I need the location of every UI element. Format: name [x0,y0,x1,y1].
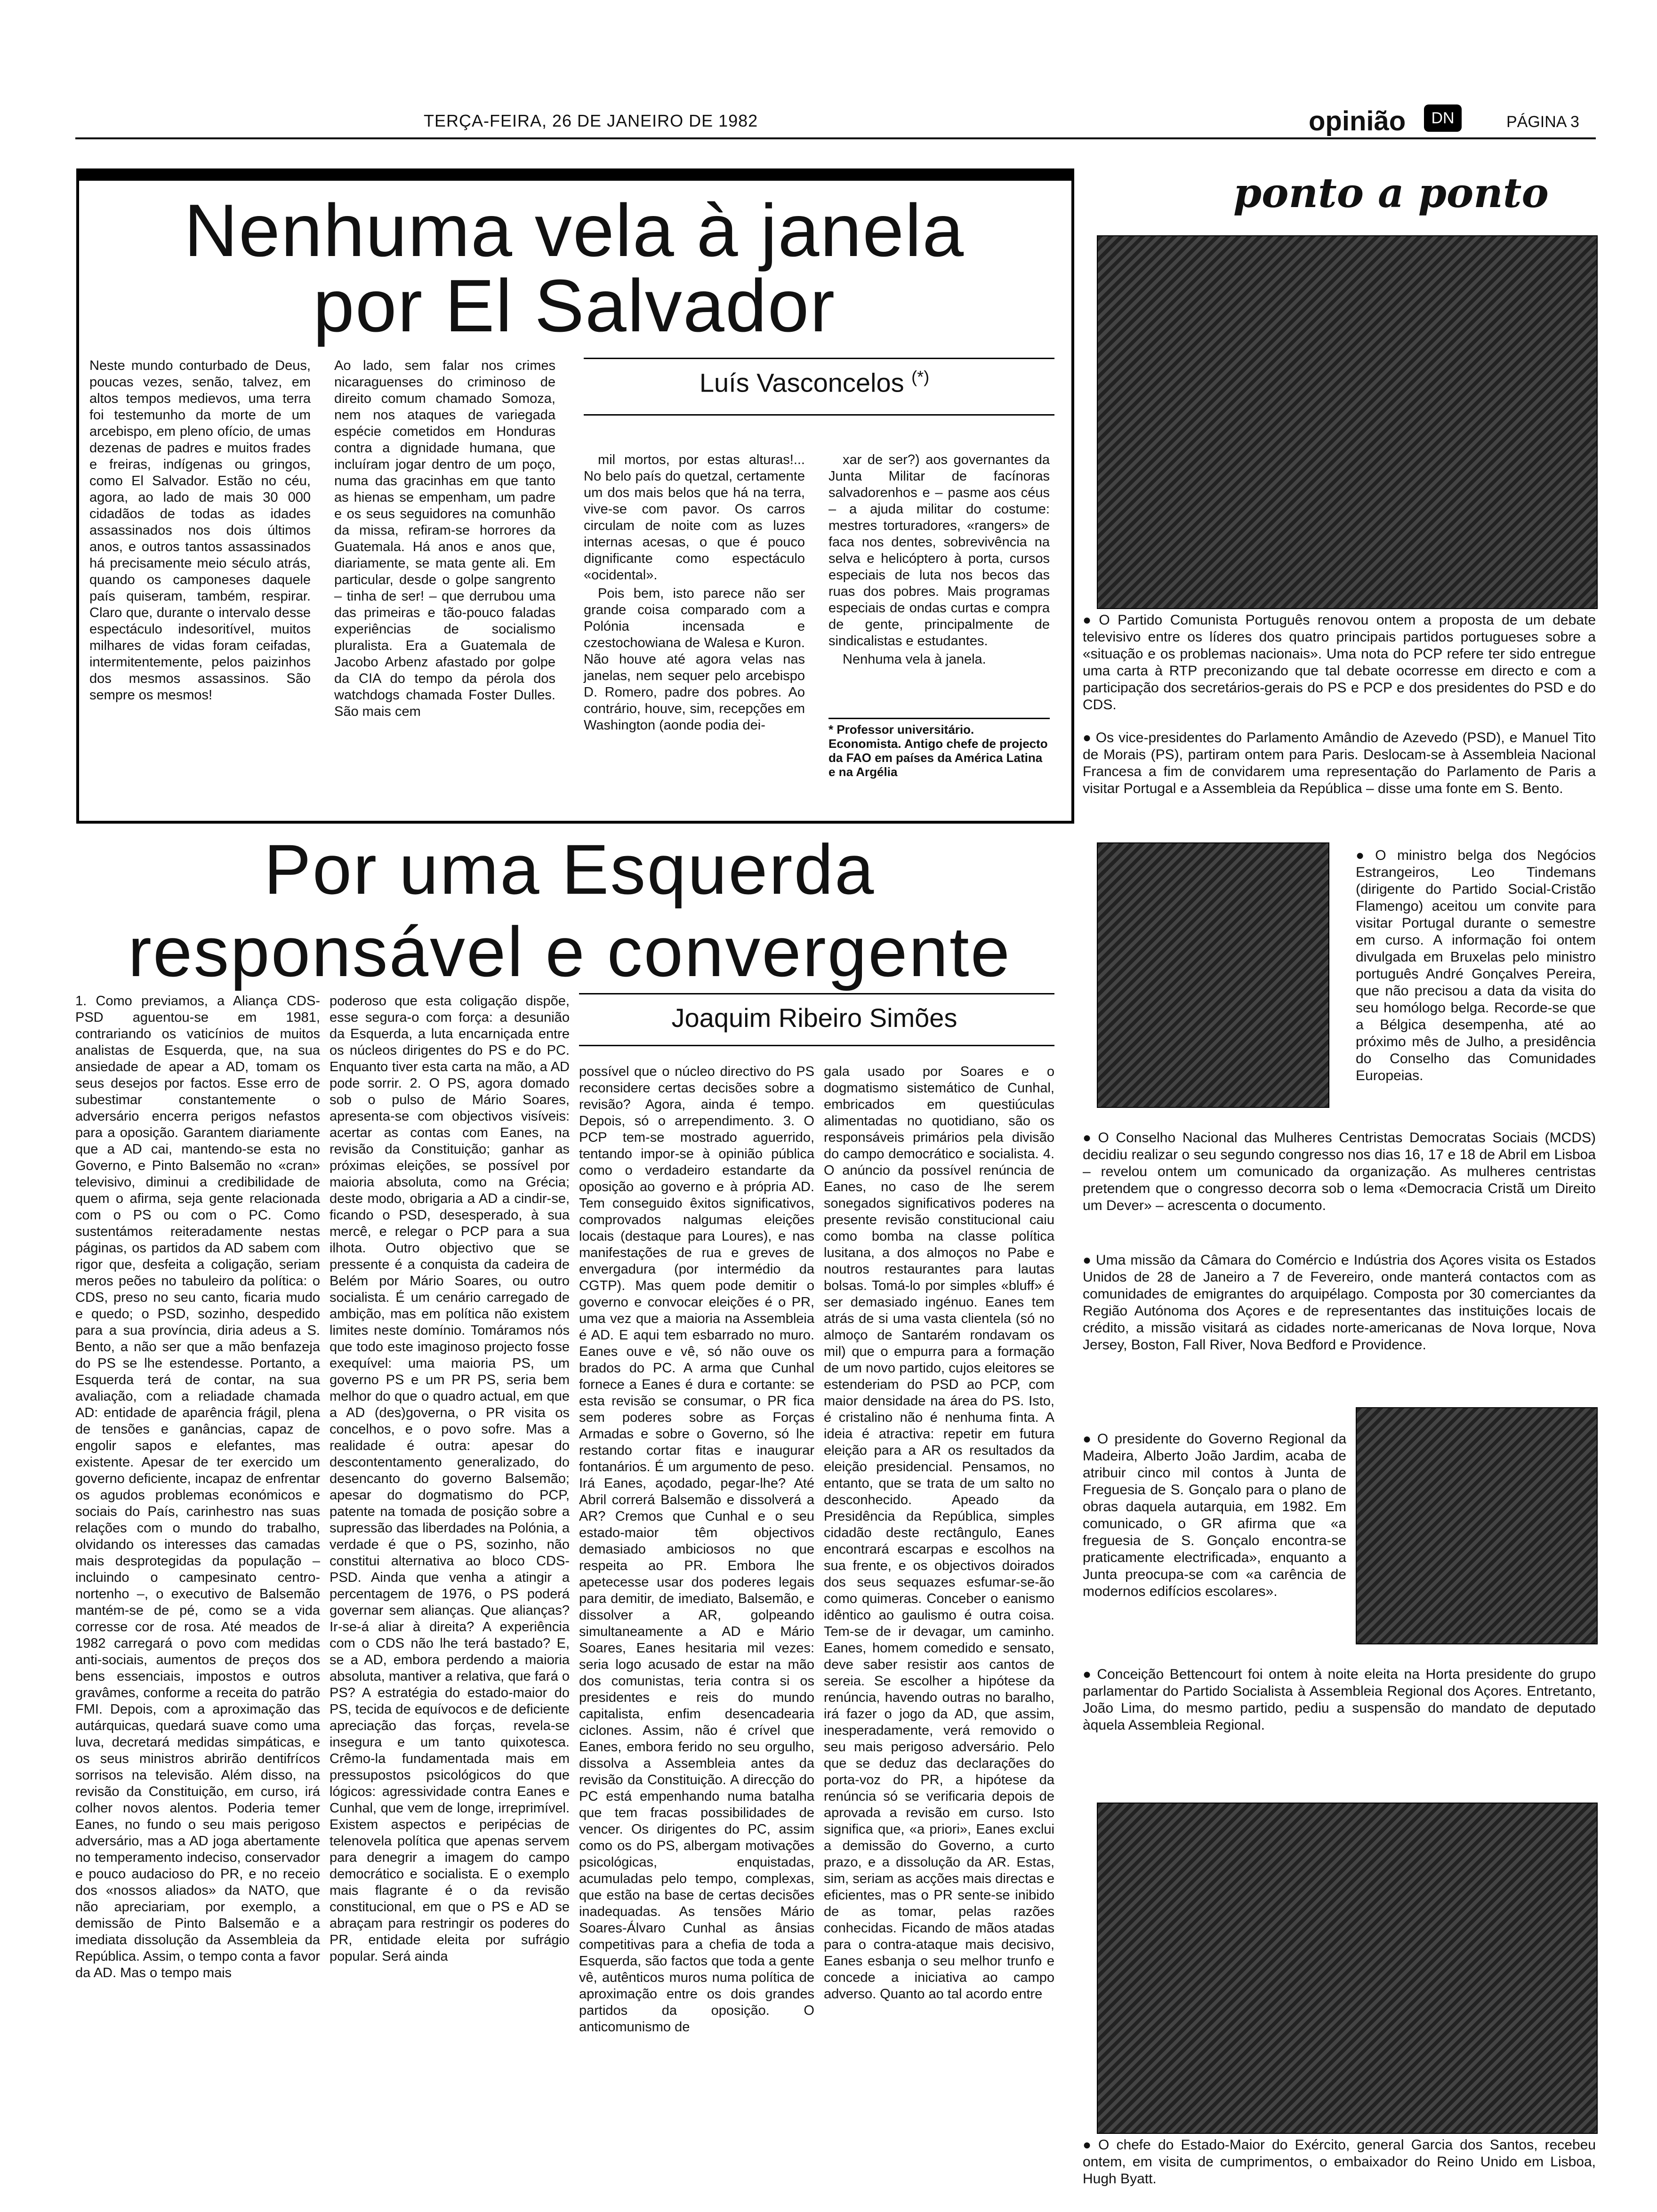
header-divider [75,137,1596,139]
sidebar-item-azores-mission: ● Uma missão da Câmara do Comércio e Indústria dos Açores visita os Estados Unidos de 28 de Janeiro a 7 de Fevereiro, onde manterá contactos com as comunidades de emigrantes do arquipélago. Composta por 30 comerciantes da Região Autónoma dos Açores e de representantes das instituições locais de crédito, a missão visitará as cidades norte-americanas de Nova Iorque, Nova Jersey, Boston, Fall River, Nova Bedford e Providence. [1083,1252,1596,1354]
article1-col3 [584,452,805,736]
sidebar-photo-leaders [1097,235,1598,609]
sidebar-item-jardim: ● O presidente do Governo Regional da Madeira, Alberto João Jardim, acaba de atribuir cinco mil contos à Junta de Freguesia de S. Gonçalo para o plano de obras daquela autarquia, em 1982. Em comunicado, o GR afirma que «a freguesia de S. Gonçalo encontra-se praticamente electrificada», enquanto a Junta preocupa-se com «a carência de modernos edifícios escolares». [1083,1431,1346,1600]
page-number: PÁGINA 3 [1506,113,1579,131]
article1-footnote: * Professor universitário. Economista. Antigo chefe de projecto da FAO em países da América Latina e na Argélia [828,722,1048,779]
sidebar-photo-army-chief [1097,1803,1598,2134]
section-title: opinião [1309,106,1406,136]
newspaper-logo-icon: DN [1424,104,1462,132]
article2-col1: 1. Como previamos, a Aliança CDS-PSD aguentou-se em 1981, contrariando os vaticínios de muitos analistas de Esquerda, que, na sua ansiedade de apear a AD, tomam os seus desejos por factos. Esse erro de subestimar constantemente o adversário encerra perigos nefastos para a oposição. Garantem diariamente que a AD cai, mantendo-se esta no Governo, e Pinto Balsemão no «cran» televisivo, diminui a credibilidade de quem o afirma, seja gente relacionada com o PS ou com o PC. Como sustentámos reiteradamente nestas páginas, os partidos da AD sabem com rigor que, desfeita a coligação, seriam meros peões no tabuleiro da política: o CDS, preso no seu canto, ficaria mudo e quedo; o PSD, sozinho, despedido para a sua província, diria adeus a S. Bento, a não ser que a mão benfazeja do PS se lhe estendesse. Portanto, a Esquerda terá de contar, na sua avaliação, com a reliadade chamada AD: entidade de aparência frágil, plena de tensões e ganâncias, capaz de engolir sapos e elefantes, mas existente. Apesar de ter exercido um governo deficiente, incapaz de enfrentar os agudos problemas económicos e sociais do País, carinhestro nas suas relações com o mundo do trabalho, olvidando os interesses das camadas mais desprotegidas da população – incluindo o campesinato centro-nortenho –, o executivo de Balsemão mantém-se de pé, como se a vida corresse cor de rosa. Até meados de 1982 carregará o povo com medidas anti-sociais, aumentos de preços dos bens essenciais, impostos e outros gravâmes, conforme a receita do patrão FMI. Depois, com a aproximação das autárquicas, quedará suave como uma luva, decretará medidas simpáticas, e os seus ministros abrirão dentifrícos sorrisos na televisão. Além disso, na revisão da Constituição, em curso, irá colher novos alentos. Poderia temer Eanes, no fundo o seu mais perigoso adversário, mas a AD joga abertamente no temperamento indeciso, conservador e pouco audacioso do PR, e no receio dos «nossos aliados» da NATO, que não apreciariam, por exemplo, a demissão de Pinto Balsemão e a imediata dissolução da Assembleia da República. Assim, o tempo conta a favor da AD. Mas o tempo mais [75,994,320,1980]
article1-col4 [828,452,1050,670]
article1-col4-p2: Nenhuma vela à janela. [843,652,986,667]
page-date: TERÇA-FEIRA, 26 DE JANEIRO DE 1982 [424,111,758,130]
article1-footnote-rule [828,718,1050,719]
sidebar-item-tindemans: ● O ministro belga dos Negócios Estrangeiros, Leo Tindemans (dirigente do Partido Social-Cristão Flamengo) aceitou um convite para visitar Portugal durante o semestre em curso. A informação foi ontem divulgada em Bruxelas pelo ministro português André Gonçalves Pereira, que não precisou a data da visita do seu homólogo belga. Recorde-se que a Bélgica desempenha, até ao próximo mês de Julho, a presidência do Conselho das Comunidades Europeias. [1356,847,1596,1084]
sidebar-item-bettencourt: ● Conceição Bettencourt foi ontem à noite eleita na Horta presidente do grupo parlamentar do Partido Socialista à Assembleia Regional dos Açores. Entretanto, João Lima, do mesmo partido, pediu a suspensão do mandato de deputado àquela Assembleia Regional. [1083,1666,1596,1734]
sidebar-item-army-chief: ● O chefe do Estado-Maior do Exército, general Garcia dos Santos, recebeu ontem, em visita de cumprimentos, o embaixador do Reino Unido em Lisboa, Hugh Byatt. [1083,2137,1596,2188]
article1-top-bar [76,168,1074,181]
article2-col3: possível que o núcleo directivo do PS reconsidere certas decisões sobre a revisão? Agora, ainda é tempo. Depois, só o arrependimento. 3. O PCP tem-se mostrado aguerrido, tentando impor-se à opinião pública como o verdadeiro estandarte da oposição ao governo e à própria AD. Tem conseguido êxitos significativos, comprovados nalgumas eleições locais (destaque para Loures), e nas manifestações de rua e greves de envergadura (por intermédio da CGTP). Mas quem pode demitir o governo e convocar eleições é o PR, uma vez que a maioria na Assembleia é AD. E aqui tem esbarrado no muro. Eanes ouve e vê, só não ouve os brados do PC. A arma que Cunhal fornece a Eanes é dura e cortante: se esta revisão se consumar, o PR fica sem poderes sobre as Forças Armadas e sobre o Governo, só lhe restando cortar fitas e inaugurar fontanários. É um argumento de peso. Irá Eanes, açodado, pegar-lhe? Até Abril correrá Balsemão e dissolverá a AR? Cremos que Cunhal e o seu estado-maior têm objectivos demasiado ambiciosos no que respeita ao PR. Embora lhe apetecesse usar dos poderes legais para demitir, de imediato, Balsemão, e dissolver a AR, golpeando simultaneamente a AD e Mário Soares, Eanes hesitaria mil vezes: seria logo acusado de estar na mão dos comunistas, teria contra si os presidentes e reis do mundo capitalista, enfim desencadearia ciclones. Assim, não é crível que Eanes, embora ferido no seu orgulho, dissolva a Assembleia antes da revisão da Constituição. A direcção do PC está empenhando numa batalha que tem fracas possibilidades de vencer. Os dirigentes do PC, assim como os do PS, albergam motivações psicológicas, enquistadas, acumuladas pelo tempo, complexas, que estão na base de certas decisões inadequadas. As tensões Mário Soares-Álvaro Cunhal as ânsias competitivas para a chefia de toda a Esquerda, são factos que toda a gente vê, autênticos muros numa política de aproximação entre os dois grandes partidos da oposição. O anticomunismo de [579,1064,814,2035]
article1-col4-p1: xar de ser?) aos governantes da Junta Militar de facínoras salvadorenhos e – pasme aos céus – a ajuda militar do costume: mestres torturadores, «rangers» de faca nos dentes, sobrevivência na selva e helicóptero à porta, cursos especiais de luta nos becos das ruas dos pobres. Mais programas especiais de ondas curtas e compra de gente, principalmente de sindicalistas e estudantes. [828,452,1050,649]
sidebar-item-pcp-debate: ● O Partido Comunista Português renovou ontem a proposta de um debate televisivo entre os líderes dos quatro principais partidos portugueses sobre a «situação e os problemas nacionais». Uma nota do PCP refere ter sido entregue uma carta à RTP preconizando que tal debate ocorresse em directo e com a participação dos secretários-gerais do PS e PCP e dos presidentes do PSD e do CDS. [1083,612,1596,713]
article1-author-rule-bottom [584,414,1054,416]
article1-col3-p2: Pois bem, isto parece não ser grande coisa comparado com a Polónia incensada e czestochowiana de Walesa e Kuron. Não houve até agora velas nas janelas, nem sequer pelo arcebispo D. Romero, padre dos pobres. Ao contrário, houve, sim, recepções em Washington (aonde podia dei- [584,586,805,733]
article1-author-mark: (*) [911,367,930,386]
article2-author-rule-top [579,993,1054,994]
article2-col4: gala usado por Soares e o dogmatismo sistemático de Cunhal, embricados em questiúculas alimentadas no quotidiano, são os responsáveis primários pela divisão do campo democrático e socialista. 4. O anúncio da possível renúncia de Eanes, no caso de lhe serem sonegados significativos poderes na presente revisão constitucional caiu como bomba na classe política lusitana, a dos almoços no Pabe e noutros restaurantes para lautas bolsas. Tomá-lo por simples «bluff» é ser demasiado ingénuo. Eanes tem atrás de si uma vasta clientela (só no almoço de Santarém rondavam os mil) que o empurra para a formação de um novo partido, cujos eleitores se estenderiam do PSD ao PCP, com maior densidade na área do PS. Isto, é cristalino não é nenhuma finta. A ideia é atractiva: repetir em futura eleição para a AR os resultados da eleição presidencial. Pensamos, no entanto, que se trata de um salto no desconhecido. Apeado da Presidência da República, simples cidadão deste rectângulo, Eanes encontrará escarpas e escolhos na sua frente, e os objectivos doirados dos seus sequazes esfumar-se-ão como quimeras. Conceber o eanismo idêntico ao gaulismo é outra coisa. Tem-se de ir devagar, um caminho. Eanes, homem comedido e sensato, deve saber resistir aos cantos de sereia. Se escolher a hipótese da renúncia, havendo outras no baralho, irá fazer o jogo da AD, que assim, inesperadamente, verá removido o seu mais perigoso adversário. Pelo que se deduz das declarações do porta-voz do PR, a hipótese da renúncia só se verificaria depois de aprovada a revisão em curso. Isto significa que, «a priori», Eanes exclui a demissão do Governo, a curto prazo, e a dissolução da AR. Estas, sim, seriam as acções mais directas e eficientes, mas o PR sente-se inibido de as tomar, pelas razões conhecidas. Ficando de mãos atadas para o contra-ataque mais decisivo, Eanes esbanja o seu melhor trunfo e concede a iniciativa ao campo adverso. Quanto ao tal acordo entre [824,1064,1054,2002]
article2-title-line2: responsável e convergente [128,912,1012,991]
article2-title-line1: Por uma Esquerda [264,830,876,909]
article1-col3-p1: mil mortos, por estas alturas!... No belo país do quetzal, certamente um dos mais belos que há na terra, vive-se com pavor. Os carros circulam de noite com as luzes internas acesas, o que é pouco dignificante como espectáculo «ocidental». [584,452,805,583]
article1-col2: Ao lado, sem falar nos crimes nicaraguenses do criminoso de direito comum chamado Somoza, nem nos ataques de variegada espécie cometidos em Honduras contra a dignidade humana, que incluíram jogar dentro de um poço, numa das gracinhas em que tanto as hienas se empenham, um padre e os seus seguidores na comunhão da missa, refiram-se horrores da Guatemala. Há anos e anos que, diariamente, se mata gente ali. Em particular, desde o golpe sangrento – tinha de ser! – que derrubou uma das primeiras e tão-pouco faladas experiências de socialismo pluralista. Era a Guatemala de Jacobo Arbenz afastado por golpe da CIA do tempo da pérola dos watchdogs chamada Foster Dulles. São mais cem [334,358,555,719]
sidebar-photo-tindemans [1097,842,1329,1108]
article1-author: Luís Vasconcelos [699,368,904,398]
article2-author-rule-bottom [579,1045,1054,1046]
article2-col2: poderoso que esta coligação dispõe, esse segura-o com força: a desunião da Esquerda, a luta encarniçada entre os núcleos dirigentes do PS e do PC. Enquanto tiver esta carta na mão, a AD pode sorrir. 2. O PS, agora domado sob o pulso de Mário Soares, apresenta-se com objectivos visíveis: acertar as contas com Eanes, na revisão da Constituição; ganhar as próximas eleições, se possível por maioria absoluta, como na Grécia; deste modo, obrigaria a AD a cindir-se, ficando o PSD, desesperado, à sua mercê, e relegar o PCP para a sua ilhota. Outro objectivo que se pressente é a conquista da cadeira de Belém por Mário Soares, ou outro socialista. É um cenário carregado de ambição, mas em política não existem limites neste domínio. Tomáramos nós que todo este imaginoso projecto fosse exequível: uma maioria PS, um governo PS e um PR PS, seria bem melhor do que o quadro actual, em que a AD (des)governa, o PR visita os concelhos, e o povo sofre. Mas a realidade é outra: apesar do descontentamento generalizado, do desencanto do governo Balsemão; apesar do dogmatismo do PCP, patente na tomada de posição sobre a supressão das liberdades na Polónia, a verdade é que o PS, sozinho, não constitui alternativa ao bloco CDS-PSD. Ainda que venha a atingir a percentagem de 1976, o PS poderá governar sem alianças. Que alianças? Ir-se-á aliar à direita? A experiência com o CDS não lhe terá bastado? E, se a AD, embora perdendo a maioria absoluta, mantiver a relativa, que fará o PS? A estratégia do estado-maior do PS, tecida de equívocos e de deficiente apreciação das forças, revela-se insegura e um tanto quixotesca. Crêmo-la fundamentada mais em pressupostos psicológicos do que lógicos: agressividade contra Eanes e Cunhal, que vem de longe, irreprimível. Existem aspectos e peripécias de telenovela política que apenas servem para denegrir a imagem do campo democrático e socialista. E o exemplo mais flagrante é o da revisão constitucional, em que o PS e AD se abraçam para restringir os poderes do PR, entidade eleita por sufrágio popular. Será ainda [330,994,570,1964]
article2-author: Joaquim Ribeiro Simões [671,1003,957,1033]
sidebar-photo-jardim [1356,1407,1598,1644]
article2-title [75,828,1064,993]
sidebar-title: ponto a ponto [1233,169,1549,217]
sidebar-item-vice-presidents: ● Os vice-presidentes do Parlamento Amândio de Azevedo (PSD), e Manuel Tito de Morais (PS), partiram ontem para Paris. Deslocam-se à Assembleia Nacional Francesa a fim de convidarem uma representação do Parlamento de Paris a visitar Portugal e a Assembleia da República – disse uma fonte em S. Bento. [1083,729,1596,797]
sidebar-item-mcds: ● O Conselho Nacional das Mulheres Centristas Democratas Sociais (MCDS) decidiu realizar o seu segundo congresso nos dias 16, 17 e 18 de Abril em Lisboa – revelou ontem um comunicado da organização. As mulheres centristas pretendem que o congresso decorra sob o lema «Democracia Cristã um Direito um Dever» – acrescenta o documento. [1083,1130,1596,1214]
article1-title: Nenhuma vela à janela por El Salvador [184,189,965,347]
article1-author-rule-top [584,358,1054,359]
article1-col1: Neste mundo conturbado de Deus, poucas vezes, senão, talvez, em altos tempos medievos, uma terra foi testemunho da morte de um arcebispo, em pleno ofício, de umas dezenas de padres e muitos frades e freiras, indígenas ou gringos, como El Salvador. Estão no céu, agora, ao lado de mais 30 000 cidadãos de todas as idades assassinados nos dois últimos anos, e outros tantos assassinados há precisamente meio século atrás, quando os camponeses daquele país quiseram, também, respirar. Claro que, durante o intervalo desse espectáculo indesoritível, muitos milhares de vidas foram ceifadas, intermitentemente, pelos paizinhos dos mesmos assassinos. São sempre os mesmos! [89,358,311,703]
